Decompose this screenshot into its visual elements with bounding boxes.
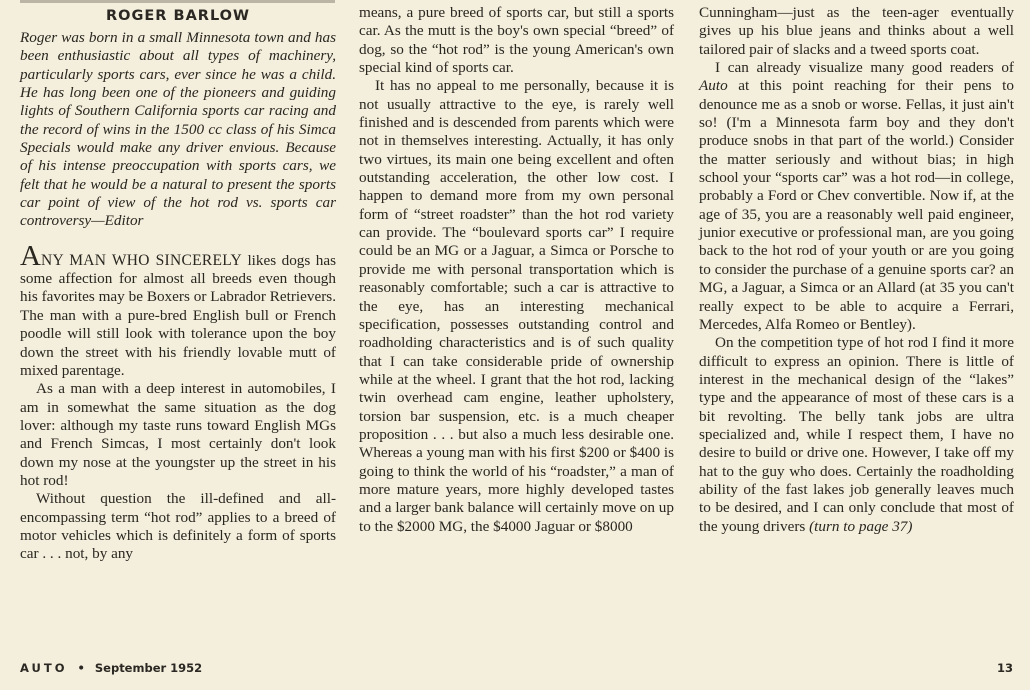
opening-paragraph — [20, 239, 337, 380]
body-paragraph: Cunningham—just as the teen-ager eventually gives up his blue jeans and thinks about a well tailored pair of slacks and a tweed sports coat. — [699, 4, 1014, 58]
paragraph-text: at this point reaching for their pens to denounce me as a snob or worse. Fellas, it just ain't so! (I'm a Minnesota farm boy and they don't produce snobs in that part of the world.) Consider the matter seriously and without bias; in high school your “sports car” was a hot rod—in college, probably a Ford or Chev convertible. Now if, at the age of 35, you are a reasonably well paid engineer, junior executive or professional man, are you going back to the hot rod of your youth or are you going to consider the purchase of a genuine sports car? an MG, a Jaguar, a Simca or an Allard (at 35 you can't really expect to be able to acquire a Ferrari, Mercedes, Alfa Romeo or Bentley). — [699, 77, 1014, 333]
column-1 — [20, 0, 336, 564]
magazine-title-italic: Auto — [699, 77, 728, 95]
page-number: 13 — [996, 661, 1013, 675]
column-3 — [699, 4, 1014, 536]
magazine-name: AUTO — [20, 661, 68, 675]
body-paragraph: It has no appeal to me personally, because it is not usually attractive to the eye, is rarely well finished and is descended from parents which were not in themselves interesting. Actually, it has only two virtues, its main one being excellent and often outstanding acceleration, the other low cost. I happen to demand more from my own personal form of “street roadster” than the hot rod variety can provide. The “boulevard sports car” I require could be an MG or a Jaguar, a Simca or Porsche to provide me with personal transportation which is reasonably comfortable; such a car is attractive to the eye, has an interesting mechanical specification, possesses outstanding control and roadholding characteristics and is of such quality that I can take considerable pride of ownership while at the wheel. I grant that the hot rod, lacking twin overhead cam engine, leather upholstery, torsion bar suspension, etc. is a much cheaper proposition . . . but also a much less desirable one. Whereas a young man with his first $200 or $400 is going to think the world of his “roadster,” a man of more mature years, more highly developed tastes and a larger bank balance will certainly move on up to the $2000 MG, the $4000 Jaguar or $8000 — [359, 77, 674, 535]
column-2 — [359, 4, 674, 536]
body-paragraph: means, a pure breed of sports car, but still a sports car. As the mutt is the boy's own special “breed” of dog, so the “hot rod” is the young American's own special kind of sports car. — [359, 4, 674, 77]
page-footer — [20, 661, 1013, 681]
body-paragraph: As a man with a deep interest in automobiles, I am in somewhat the same situation as the dog lover: although my taste runs toward English MGs and French Simcas, I most certainly don't look down my nose at the youngster up the street in his hot rod! — [20, 380, 336, 489]
continuation-note: (turn to page 37) — [809, 517, 913, 535]
issue-date: September 1952 — [94, 661, 203, 675]
drop-cap: A — [20, 239, 41, 272]
body-paragraph — [699, 334, 1014, 536]
bullet-separator: • — [77, 661, 85, 675]
opening-smallcaps: NY MAN WHO SINCERELY — [40, 251, 242, 269]
author-byline: ROGER BARLOW — [106, 8, 250, 24]
opening-text: likes dogs has some affection for almost all breeds even though his favorites may be Boxers or Labrador Retrievers. The man with a pure-bred English bull or French poodle will still look with tolerance upon the boy down the street with his friendly lovable mutt of mixed parentage. — [20, 251, 337, 379]
body-paragraph — [699, 59, 1014, 334]
editor-intro: Roger was born in a small Minnesota town and has been enthusiastic about all types of machinery, particularly sports cars, ever since he was a child. He has long been one of the pioneers and guiding lights of Southern California sports car racing and the record of wins in the 1500 cc class of his Simca Specials would make any driver envious. Because of his intense preoccupation with sports cars, we felt that he would be a natural to present the sports car point of view of the hot rod vs. sports car controversy—Editor — [20, 29, 336, 230]
paragraph-text: On the competition type of hot rod I find it more difficult to express an opinion. There is little of interest in the mechanical design of the “lakes” type and the appearance of most of these cars is a bit revolting. The belly tank jobs are ultra specialized and, while I respect them, I have no desire to build or drive one. However, I take off my hat to the guy who does. Certainly the roadholding ability of the fast lakes job generally leaves much to be desired, and I can only conclude that most of the young drivers — [699, 334, 1014, 535]
body-paragraph: Without question the ill-defined and all-encompassing term “hot rod” applies to a breed of motor vehicles which is definitely a form of sports car . . . not, by any — [20, 490, 336, 563]
paragraph-text: I can already visualize many good readers of — [715, 59, 1014, 77]
